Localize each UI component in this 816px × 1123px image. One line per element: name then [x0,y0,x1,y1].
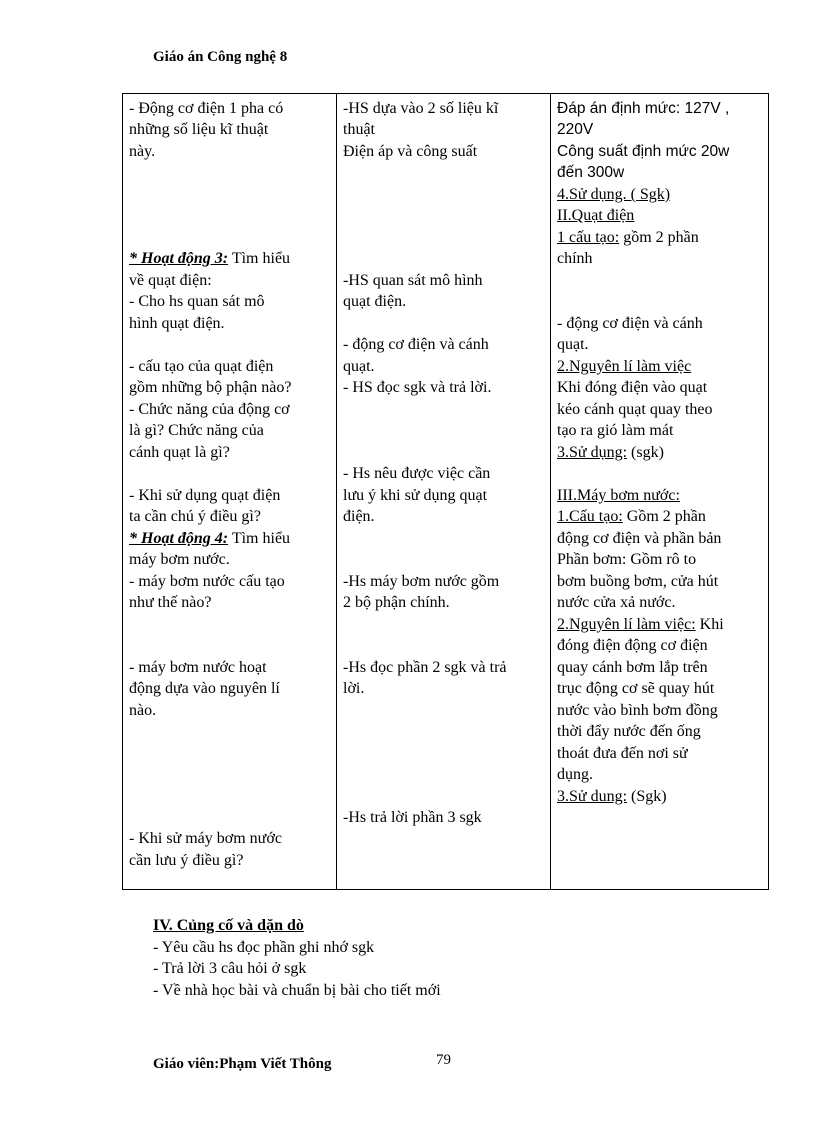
activity-3-heading [129,248,290,269]
text-line: quay cánh bơm lắp trên [557,659,708,676]
text-line: dụng. [557,766,593,783]
subheading: 2.Nguyên lí làm việc: [557,616,696,633]
text-line: -Hs trả lời phần 3 sgk [343,809,482,826]
text-fragment: Gồm 2 phần [622,508,706,525]
subheading: 1 cấu tạo: [557,229,620,246]
text-line: lời. [343,680,365,697]
text-line: 220V [557,121,594,138]
text-line: Điện áp và công suất [343,143,478,160]
text-line: quạt. [557,336,589,353]
text-line: nào. [129,702,157,719]
text-line: nước vào bình bơm đồng [557,702,718,719]
activity-3-label: * Hoạt động 3: [129,250,229,267]
text-line: - Khi sử dụng quạt điện [129,487,281,504]
text-line: máy bơm nước. [129,551,230,568]
text-line: như thế nào? [129,594,212,611]
text-line: Công suất định mức 20w [557,143,730,160]
text-line: ta cần chú ý điều gì? [129,508,261,525]
text-line: -HS dựa vào 2 số liệu kĩ [343,100,499,117]
text-fragment: gồm 2 phần [619,229,699,246]
text-fragment: Khi [695,616,724,633]
activity-4-label: * Hoạt động 4: [129,530,229,547]
document-header: Giáo án Công nghệ 8 [153,49,288,65]
text-line: về quạt điện: [129,272,212,289]
text-line: - động cơ điện và cánh [557,315,703,332]
text-line: là gì? Chức năng của [129,422,264,439]
teacher-name: Giáo viên:Phạm Viết Thông [153,1056,332,1072]
text-line: -HS quan sát mô hình [343,272,483,289]
text-line: gồm những bộ phận nào? [129,379,292,396]
text-line [557,227,699,248]
text-line: quạt. [343,358,375,375]
text-line [557,786,667,807]
text-line: nước cửa xả nước. [557,594,676,611]
text-fragment: (sgk) [627,444,664,461]
lesson-table [122,93,769,890]
student-activity-column [337,94,551,890]
activity-4-heading [129,528,290,549]
summary-item: - Trả lời 3 câu hỏi ở sgk [153,960,307,977]
text-line: - máy bơm nước hoạt [129,659,267,676]
text-line: -Hs máy bơm nước gồm [343,573,500,590]
text-line: - Hs nêu được việc cần [343,465,491,482]
text-line: thời đẩy nước đến ống [557,723,701,740]
text-line: - Khi sử máy bơm nước [129,830,282,847]
activity-4-title: Tìm hiểu [228,530,291,547]
summary-heading: IV. Củng cố và dặn dò [153,917,304,934]
subheading: 3.Sử dung: [557,788,628,805]
text-line: điện. [343,508,375,525]
subheading: 3.Sử dụng: [557,444,628,461]
text-line [557,614,724,635]
text-line: cần lưu ý điều gì? [129,852,244,869]
text-line: Đáp án định mức: 127V , [557,100,730,117]
section-heading: II.Quạt điện [557,207,635,224]
text-line: thoát đưa đến nơi sử [557,745,688,762]
text-line: bơm buồng bơm, cửa hút [557,573,719,590]
text-line: lưu ý khi sử dụng quạt [343,487,488,504]
text-line: - máy bơm nước cấu tạo [129,573,285,590]
text-line: này. [129,143,156,160]
section-heading: III.Máy bơm nước: [557,487,680,504]
text-line: Khi đóng điện vào quạt [557,379,708,396]
text-line: - cấu tạo của quạt điện [129,358,274,375]
summary-item: - Về nhà học bài và chuẩn bị bài cho tiết mới [153,982,441,999]
text-line: tạo ra gió làm mát [557,422,674,439]
text-line: -Hs đọc phần 2 sgk và trả [343,659,507,676]
summary-item: - Yêu cầu hs đọc phần ghi nhớ sgk [153,939,375,956]
text-line: động cơ điện và phần bản [557,530,722,547]
text-line: thuật [343,121,375,138]
content-column [551,94,769,890]
text-line: những số liệu kĩ thuật [129,121,269,138]
subheading: 2.Nguyên lí làm việc [557,358,692,375]
text-line: Phần bơm: Gồm rô to [557,551,697,568]
text-line [557,506,706,527]
activity-3-title: Tìm hiểu [228,250,291,267]
text-line [557,442,664,463]
page-number: 79 [436,1052,451,1068]
text-line: đóng điện động cơ điện [557,637,708,654]
subheading: 1.Cấu tạo: [557,508,623,525]
text-line: cánh quạt là gì? [129,444,230,461]
text-line: - HS đọc sgk và trả lời. [343,379,492,396]
text-line: động dựa vào nguyên lí [129,680,280,697]
text-line: - động cơ điện và cánh [343,336,489,353]
text-line: 2 bộ phận chính. [343,594,450,611]
text-line: đến 300w [557,164,625,181]
teacher-activity-column [123,94,337,890]
text-line: hình quạt điện. [129,315,225,332]
text-line: - Động cơ điện 1 pha có [129,100,284,117]
text-line: quạt điện. [343,293,407,310]
text-line: kéo cánh quạt quay theo [557,401,713,418]
text-line: - Chức năng của động cơ [129,401,290,418]
text-line: chính [557,250,593,267]
text-line: trục động cơ sẽ quay hút [557,680,715,697]
text-line: 4.Sử dụng. ( Sgk) [557,186,671,203]
text-fragment: (Sgk) [627,788,667,805]
text-line: - Cho hs quan sát mô [129,293,265,310]
